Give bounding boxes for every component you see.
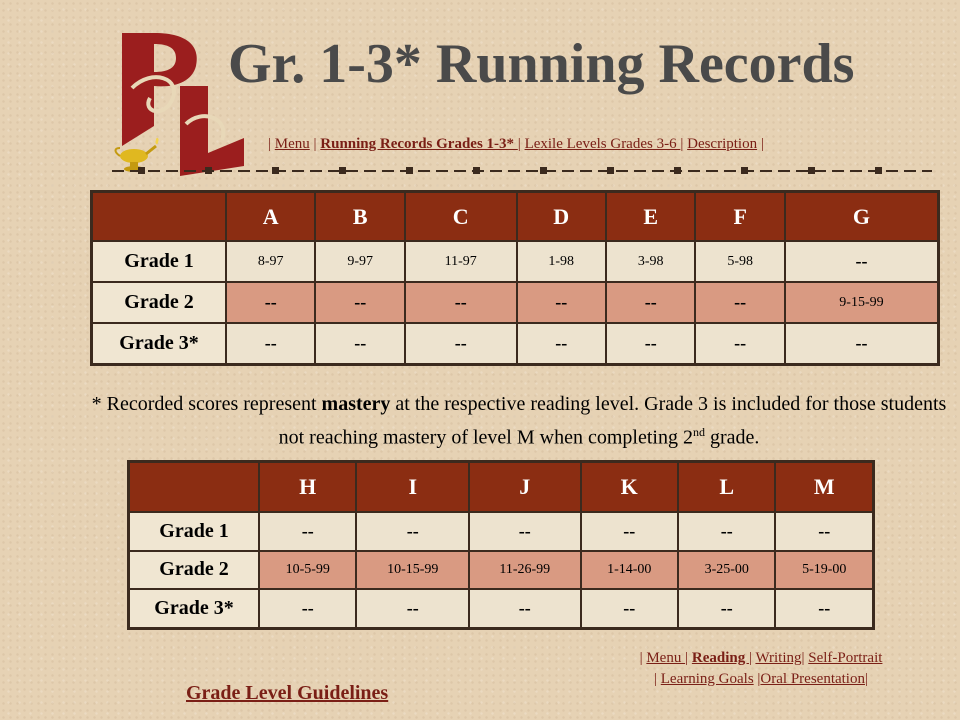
level-header: D — [518, 193, 605, 240]
divider-dot — [138, 167, 145, 174]
table-cell: -- — [776, 590, 872, 627]
level-header: M — [776, 463, 872, 511]
nav-running-records-link[interactable]: Running Records Grades 1-3* — [320, 136, 518, 152]
table-cell: -- — [696, 283, 783, 322]
grade-label: Grade 2 — [93, 283, 225, 322]
table-cell: -- — [582, 513, 677, 550]
table-cell: -- — [227, 283, 314, 322]
table-cell: 11-26-99 — [470, 552, 579, 589]
table-cell: 10-15-99 — [357, 552, 468, 589]
divider-dot — [339, 167, 346, 174]
level-header: H — [260, 463, 355, 511]
divider-dot — [674, 167, 681, 174]
table-cell: 10-5-99 — [260, 552, 355, 589]
table-cell: -- — [470, 590, 579, 627]
top-nav — [268, 136, 764, 153]
nav-self-portrait-link[interactable]: Self-Portrait — [808, 650, 883, 666]
dash-dot-divider — [112, 164, 932, 178]
table-cell: -- — [696, 324, 783, 363]
table-cell: -- — [316, 324, 403, 363]
nav-separator: | — [313, 136, 321, 152]
table-cell: -- — [357, 590, 468, 627]
level-header: A — [227, 193, 314, 240]
divider-dot — [808, 167, 815, 174]
table-row — [93, 283, 937, 322]
nav-separator: | — [864, 671, 868, 687]
table-cell: 9-97 — [316, 242, 403, 281]
nav-separator: | — [639, 650, 647, 666]
grade-label: Grade 3* — [130, 590, 258, 627]
divider-dot — [473, 167, 480, 174]
table-cell: -- — [582, 590, 677, 627]
table-cell: 5-98 — [696, 242, 783, 281]
table-cell: 1-98 — [518, 242, 605, 281]
table-cell: -- — [406, 324, 516, 363]
nav-separator: | — [517, 136, 525, 152]
table-cell: 8-97 — [227, 242, 314, 281]
table-row — [93, 324, 937, 363]
nav-reading-link[interactable]: Reading — [691, 650, 749, 666]
table-row — [93, 242, 937, 281]
table-row — [130, 590, 872, 627]
nav-separator: | — [801, 650, 809, 666]
table-cell: -- — [316, 283, 403, 322]
level-header: G — [786, 193, 937, 240]
bottom-nav-line — [596, 669, 926, 690]
table-row — [130, 552, 872, 589]
divider-dot — [406, 167, 413, 174]
table-cell: -- — [776, 513, 872, 550]
divider-dot — [875, 167, 882, 174]
note-bold-term: mastery — [321, 393, 391, 415]
table-cell: -- — [227, 324, 314, 363]
grade-label: Grade 2 — [130, 552, 258, 589]
table-cell: -- — [518, 283, 605, 322]
divider-dot — [272, 167, 279, 174]
grade-label: Grade 1 — [93, 242, 225, 281]
nav-separator: | — [268, 136, 275, 152]
level-header: F — [696, 193, 783, 240]
grade-label: Grade 3* — [93, 324, 225, 363]
table-cell: 9-15-99 — [786, 283, 937, 322]
table-corner — [130, 463, 258, 511]
level-header: L — [679, 463, 774, 511]
nav-separator: | — [680, 136, 688, 152]
reading-levels-table-h-m — [127, 460, 875, 630]
table-cell: -- — [679, 590, 774, 627]
table-cell: 3-98 — [607, 242, 694, 281]
divider-dot — [205, 167, 212, 174]
mastery-footnote — [78, 390, 960, 452]
level-header: I — [357, 463, 468, 511]
nav-learning-goals-link[interactable]: Learning Goals — [660, 671, 754, 687]
table-cell: -- — [406, 283, 516, 322]
table-cell: -- — [518, 324, 605, 363]
table-cell: -- — [260, 513, 355, 550]
table-cell: 5-19-00 — [776, 552, 872, 589]
table-cell: -- — [786, 242, 937, 281]
table-cell: 1-14-00 — [582, 552, 677, 589]
nav-separator: | — [654, 671, 661, 687]
nav-menu-link[interactable]: Menu — [646, 650, 686, 666]
table-cell: -- — [679, 513, 774, 550]
table-header-row — [93, 193, 937, 240]
note-text: * Recorded scores represent — [91, 393, 322, 415]
grade-label: Grade 1 — [130, 513, 258, 550]
nav-menu-link[interactable]: Menu — [274, 136, 310, 152]
table-cell: 11-97 — [406, 242, 516, 281]
table-corner — [93, 193, 225, 240]
level-header: C — [406, 193, 516, 240]
page-title: Gr. 1-3* Running Records — [228, 33, 855, 95]
level-header: K — [582, 463, 677, 511]
nav-writing-link[interactable]: Writing — [755, 650, 802, 666]
nav-separator: | — [760, 136, 764, 152]
bottom-nav-line — [596, 648, 926, 669]
nav-separator: | — [685, 650, 692, 666]
nav-description-link[interactable]: Description — [687, 136, 758, 152]
level-header: E — [607, 193, 694, 240]
table-cell: 3-25-00 — [679, 552, 774, 589]
table-cell: -- — [607, 283, 694, 322]
note-text: at the respective reading level. Grade 3 is included for those students not reaching mastery of level M when completing 2 — [278, 393, 947, 449]
grade-level-guidelines-link[interactable]: Grade Level Guidelines — [186, 682, 389, 704]
reading-levels-table-a-g — [90, 190, 940, 366]
level-header: J — [470, 463, 579, 511]
level-header: B — [316, 193, 403, 240]
table-row — [130, 513, 872, 550]
nav-lexile-levels-link[interactable]: Lexile Levels Grades 3-6 — [524, 136, 681, 152]
table-cell: -- — [357, 513, 468, 550]
divider-dot — [540, 167, 547, 174]
bottom-nav — [596, 648, 926, 690]
table-cell: -- — [470, 513, 579, 550]
table-cell: -- — [786, 324, 937, 363]
note-superscript: nd — [692, 425, 705, 439]
nav-separator: | — [753, 671, 761, 687]
table-cell: -- — [607, 324, 694, 363]
table-header-row — [130, 463, 872, 511]
nav-separator: | — [748, 650, 756, 666]
divider-dot — [741, 167, 748, 174]
table-cell: -- — [260, 590, 355, 627]
divider-dot — [607, 167, 614, 174]
nav-oral-presentation-link[interactable]: Oral Presentation — [760, 671, 865, 687]
note-text: grade. — [704, 426, 760, 449]
